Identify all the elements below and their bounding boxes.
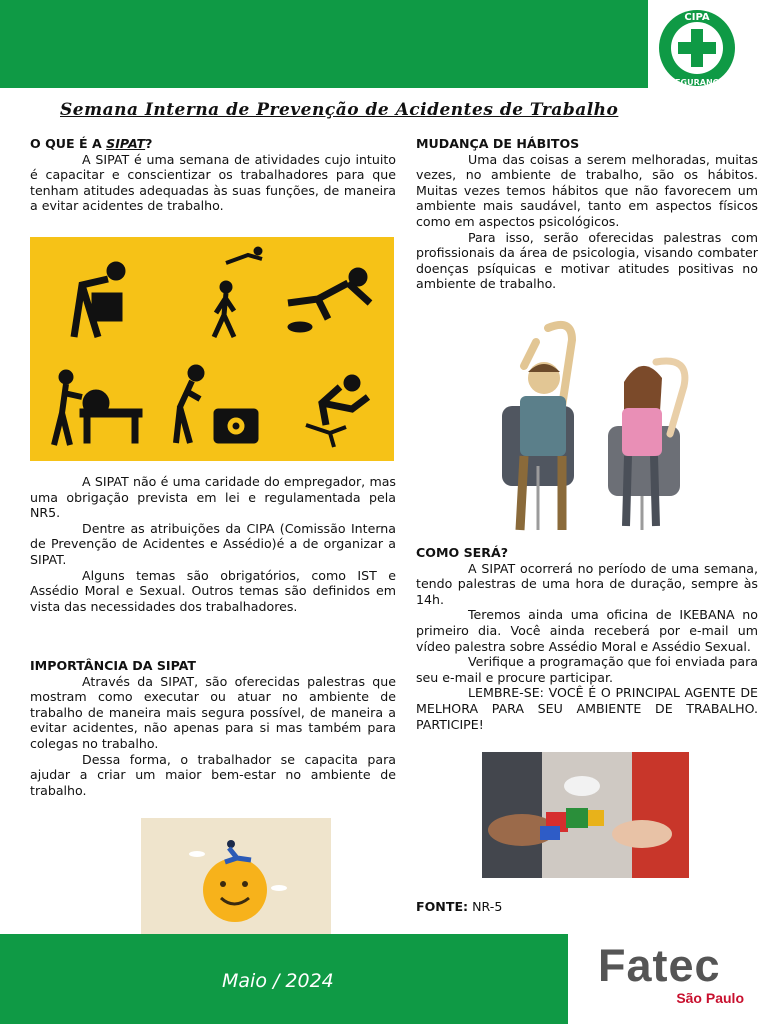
heading-importance: IMPORTÂNCIA DA SIPAT [30,658,197,673]
fatec-brand-subtitle: São Paulo [676,990,744,1006]
logo-top-text: CIPA [684,12,710,23]
section-habits [416,136,758,292]
cipa-logo [652,6,742,90]
paragraph: A SIPAT é uma semana de atividades cujo intuito é capacitar e conscientizar os trabalhadores para que tenham atitudes adequadas às suas funções, de maneira a evitar acidentes de trabalho. [30,151,396,214]
section-what-continued [30,474,396,614]
paragraph: Através da SIPAT, são oferecidas palestras que mostram como executar ou atuar no ambiente de trabalho de maneira mais segura possível, de maneira a evitar acidentes, não apenas para si mas também para colegas no trabalho. [30,673,396,751]
fatec-logo [598,940,748,1010]
paragraph: Para isso, serão oferecidas palestras com profissionais da área de psicologia, visando combater doenças psíquicas e motivar atitudes positivas no ambiente de trabalho. [416,229,758,292]
heading-what-prefix: O QUE É A [30,136,107,151]
paragraph: Teremos ainda uma oficina de IKEBANA no primeiro dia. Você ainda receberá por e-mail um vídeo palestra sobre Assédio Moral e Assédio Sexual. [416,607,758,654]
paragraph: Uma das coisas a serem melhoradas, muitas vezes, no ambiente de trabalho, são os hábitos. Muitas vezes temos hábitos que não favorecem um ambiente mais saudável, tanto em aspectos físicos como em aspectos psicológicos. [416,151,758,229]
paragraph: LEMBRE-SE: VOCÊ É O PRINCIPAL AGENTE DE MELHORA PARA SEU AMBIENTE DE TRABALHO. PARTICIPE! [416,685,758,732]
paragraph: Verifique a programação que foi enviada para seu e-mail e procure participar. [416,654,758,685]
heading-what-suffix: ? [145,136,153,151]
accident-illustration [30,237,394,461]
heading-habits: MUDANÇA DE HÁBITOS [416,136,580,151]
publication-date: Maio / 2024 [222,970,334,992]
source-line [416,899,758,915]
paragraph: A SIPAT ocorrerá no período de uma semana, tendo palestras de uma hora de duração, sempre às 14h. [416,560,758,607]
fatec-brand-name: Fatec [598,940,721,991]
source-value: NR-5 [472,899,503,914]
puzzle-hands-photo [482,752,689,878]
heading-what-term: SIPAT [106,136,146,151]
logo-bottom-text: SEGURANÇA [669,78,725,87]
heading-how: COMO SERÁ? [416,545,508,560]
paragraph: Alguns temas são obrigatórios, como IST e Assédio Moral e Sexual. Outros temas são definidos em vista das necessidades dos trabalhadores. [30,567,396,614]
smiley-illustration [141,818,331,934]
stretching-people-illustration [484,316,704,536]
paragraph: A SIPAT não é uma caridade do empregador, mas uma obrigação prevista em lei e regulamentada pela NR5. [30,474,396,521]
section-how [416,545,758,732]
source-label: FONTE: [416,899,469,914]
header-green-bar [0,0,648,88]
section-importance [30,658,396,798]
page-title: Semana Interna de Prevenção de Acidentes de Trabalho [60,100,619,120]
heading-what [30,136,396,152]
paragraph: Dessa forma, o trabalhador se capacita para ajudar a criar um maior bem-estar no ambiente de trabalho. [30,751,396,798]
section-what [30,136,396,214]
paragraph: Dentre as atribuições da CIPA (Comissão Interna de Prevenção de Acidentes e Assédio)é a de organizar a SIPAT. [30,520,396,567]
